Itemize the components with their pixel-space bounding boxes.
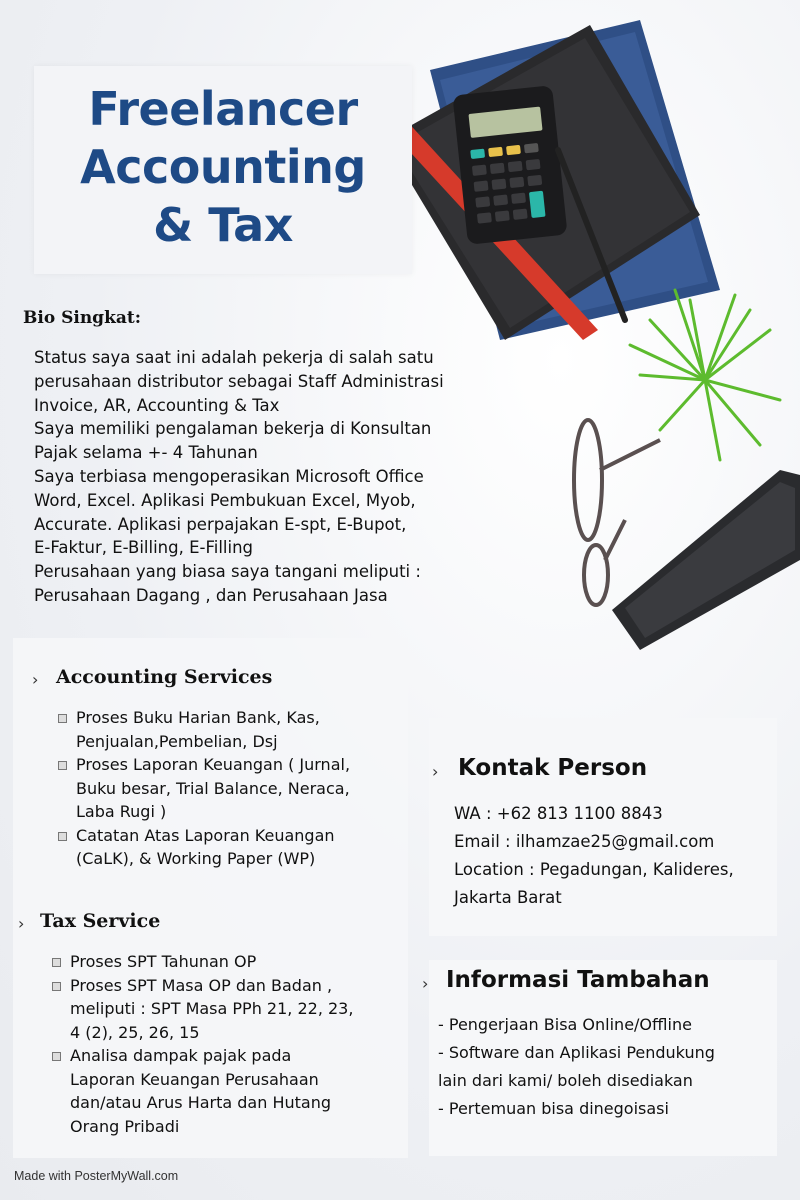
bio-line: Saya memiliki pengalaman bekerja di Konsultan bbox=[34, 419, 432, 439]
title-line: Freelancer bbox=[88, 82, 358, 136]
list-item-line: Catatan Atas Laporan Keuangan bbox=[76, 825, 335, 845]
list-item-line: Buku besar, Trial Balance, Neraca, bbox=[76, 778, 350, 798]
list-item-line: Proses Buku Harian Bank, Kas, bbox=[76, 708, 320, 727]
list-item-line: 4 (2), 25, 26, 15 bbox=[70, 1022, 200, 1042]
contact-email: Email : ilhamzae25@gmail.com bbox=[454, 832, 715, 851]
bullet-icon bbox=[58, 714, 67, 723]
bullet-icon bbox=[52, 1052, 61, 1061]
bio-line: Perusahaan Dagang , dan Perusahaan Jasa bbox=[34, 585, 388, 605]
list-item-line: (CaLK), & Working Paper (WP) bbox=[76, 849, 316, 868]
bio-line: Saya terbiasa mengoperasikan Microsoft Office bbox=[34, 466, 424, 486]
list-item-line: Laba Rugi ) bbox=[76, 802, 167, 821]
tax-heading: Tax Service bbox=[40, 910, 161, 932]
list-item bbox=[56, 824, 350, 871]
bio-text bbox=[34, 346, 514, 608]
info-heading: Informasi Tambahan bbox=[446, 967, 710, 993]
list-item bbox=[50, 974, 353, 1045]
page-title bbox=[34, 66, 412, 254]
info-line: lain dari kami/ boleh disediakan bbox=[438, 1071, 693, 1090]
bullet-icon bbox=[58, 832, 67, 841]
bio-line: Pajak selama +- 4 Tahunan bbox=[34, 443, 258, 463]
info-line: - Software dan Aplikasi Pendukung bbox=[438, 1043, 715, 1062]
bio-line: perusahaan distributor sebagai Staff Administrasi bbox=[34, 371, 444, 391]
contact-location: Location : Pegadungan, Kalideres, bbox=[454, 860, 734, 879]
list-item-line: Penjualan,Pembelian, Dsj bbox=[76, 731, 278, 751]
list-item-line: Analisa dampak pajak pada bbox=[70, 1046, 292, 1065]
bio-label: Bio Singkat: bbox=[23, 308, 141, 328]
chevron-right-icon: › bbox=[422, 974, 429, 993]
info-line: - Pengerjaan Bisa Online/Offline bbox=[438, 1015, 692, 1034]
contact-location: Jakarta Barat bbox=[454, 888, 562, 907]
info-line: - Pertemuan bisa dinegoisasi bbox=[438, 1099, 669, 1118]
contact-phone: WA : +62 813 1100 8843 bbox=[454, 804, 663, 823]
bullet-icon bbox=[58, 761, 67, 770]
bio-line: Accurate. Aplikasi perpajakan E-spt, E-Bupot, bbox=[34, 514, 407, 534]
list-item-line: dan/atau Arus Harta dan Hutang bbox=[70, 1093, 331, 1112]
contact-heading: Kontak Person bbox=[458, 755, 648, 781]
list-item-line: meliputi : SPT Masa PPh 21, 22, 23, bbox=[70, 999, 354, 1018]
bullet-icon bbox=[52, 982, 61, 991]
bio-line: Invoice, AR, Accounting & Tax bbox=[34, 395, 280, 415]
tax-list bbox=[50, 950, 353, 1138]
list-item-line: Proses Laporan Keuangan ( Jurnal, bbox=[76, 755, 351, 774]
list-item bbox=[56, 706, 350, 753]
footer-credit: Made with PosterMyWall.com bbox=[14, 1169, 179, 1183]
title-box bbox=[34, 66, 412, 274]
list-item bbox=[56, 753, 350, 824]
list-item-line: Proses SPT Masa OP dan Badan , bbox=[70, 975, 333, 995]
bio-line: Word, Excel. Aplikasi Pembukuan Excel, Myob, bbox=[34, 490, 416, 510]
bio-line: Perusahaan yang biasa saya tangani meliputi : bbox=[34, 562, 421, 582]
title-line: Accounting bbox=[80, 140, 366, 194]
chevron-right-icon: › bbox=[32, 670, 39, 689]
bio-line: E-Faktur, E-Billing, E-Filling bbox=[34, 538, 254, 558]
list-item-line: Laporan Keuangan Perusahaan bbox=[70, 1069, 319, 1089]
bio-line: Status saya saat ini adalah pekerja di salah satu bbox=[34, 348, 434, 367]
list-item bbox=[50, 950, 353, 974]
list-item bbox=[50, 1044, 353, 1138]
chevron-right-icon: › bbox=[18, 914, 25, 933]
accounting-heading: Accounting Services bbox=[56, 666, 273, 688]
accounting-list bbox=[56, 706, 350, 871]
list-item-line: Proses SPT Tahunan OP bbox=[70, 952, 257, 971]
bullet-icon bbox=[52, 958, 61, 967]
chevron-right-icon: › bbox=[432, 762, 439, 781]
title-line: & Tax bbox=[153, 198, 293, 252]
contact-details bbox=[454, 800, 734, 912]
info-details bbox=[438, 1011, 715, 1123]
list-item-line: Orang Pribadi bbox=[70, 1116, 180, 1136]
